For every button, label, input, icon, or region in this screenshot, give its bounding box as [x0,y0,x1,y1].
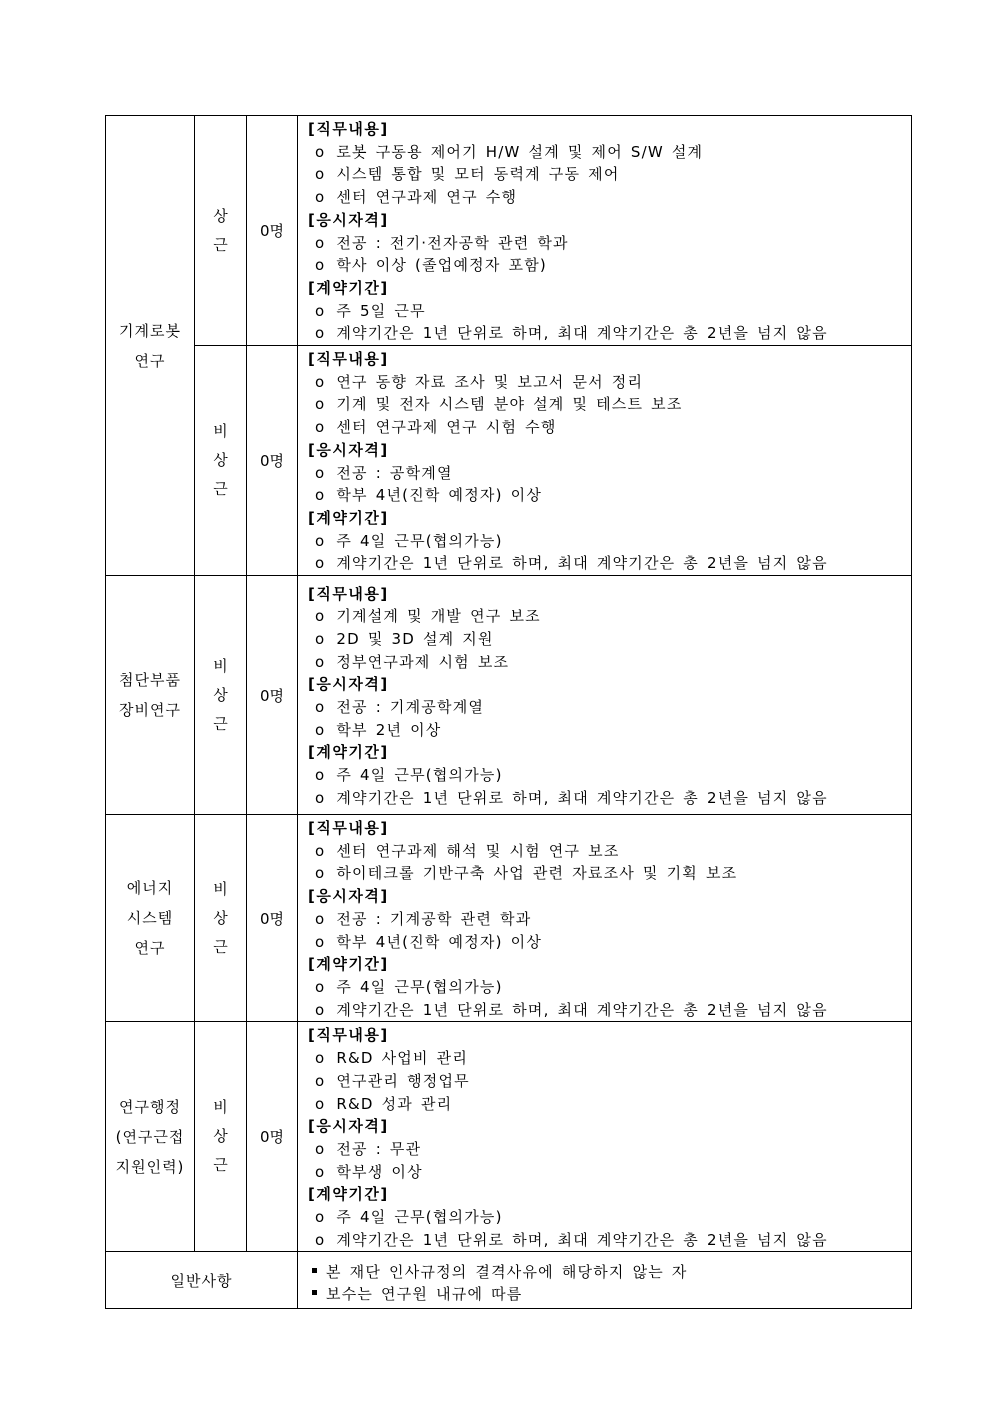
list-marker: o [315,1208,326,1227]
section-title: [응시자격] [308,440,389,459]
section-title: [계약기간] [308,743,389,762]
general-item-text: 보수는 연구원 내규에 따름 [326,1285,523,1304]
list-item [308,232,911,255]
list-item [308,552,911,575]
employment-type-char: 상 [213,206,228,225]
section-title: [계약기간] [308,955,389,974]
field-cell [106,1022,195,1252]
list-marker: o [315,1071,326,1090]
headcount: 0명 [259,1128,285,1147]
general-item [312,1283,911,1305]
list-item-text: 센터 연구과제 해석 및 시험 연구 보조 [336,841,620,860]
list-marker: o [315,1230,326,1249]
employment-type-char: 비 [213,422,228,441]
field-cell [106,576,195,815]
field-cell [106,815,195,1022]
list-marker: o [315,188,326,207]
list-item-text: 전공 : 전기·전자공학 관련 학과 [336,233,569,252]
table-row [106,576,912,815]
list-item [308,931,911,954]
list-item [308,484,911,507]
list-item-text: 학부생 이상 [336,1162,423,1181]
section-title: [계약기간] [308,508,389,527]
list-item [308,999,911,1022]
list-item-text: 주 4일 근무(협의가능) [336,977,503,996]
list-marker: o [315,418,326,437]
list-item-text: 전공 : 기계공학계열 [336,698,485,717]
headcount: 0명 [259,686,285,705]
list-item-text: 연구 동향 자료 조사 및 보고서 문서 정리 [336,372,644,391]
list-item-text: R&D 성과 관리 [336,1094,453,1113]
list-item [308,186,911,209]
list-marker: o [315,977,326,996]
employment-type-char: 상 [213,451,228,470]
employment-type-cell [195,116,247,346]
list-item-text: 기계설계 및 개발 연구 보조 [336,607,541,626]
list-item [308,300,911,323]
employment-type-char: 근 [213,937,228,956]
headcount: 0명 [259,909,285,928]
list-item [308,322,911,345]
list-marker: o [315,395,326,414]
section-title: [응시자격] [308,1117,389,1136]
field-name-line: (연구근접 [115,1127,185,1146]
list-marker: o [315,788,326,807]
square-bullet-icon [312,1290,317,1295]
list-item-text: 주 4일 근무(협의가능) [336,531,503,550]
headcount-cell [247,815,298,1022]
list-item-text: 센터 연구과제 연구 시험 수행 [336,418,557,437]
job-description-cell [298,116,912,346]
table-row [106,116,912,346]
list-item-text: 연구관리 행정업무 [336,1071,470,1090]
list-item [308,371,911,394]
list-item-text: 시스템 통합 및 모터 동력계 구동 제어 [336,165,620,184]
list-item [308,1138,911,1161]
list-item-text: 계약기간은 1년 단위로 하며, 최대 계약기간은 총 2년을 넘지 않음 [336,1230,828,1249]
list-item-text: 전공 : 무관 [336,1139,422,1158]
list-item-text: 전공 : 기계공학 관련 학과 [336,909,532,928]
headcount: 0명 [259,452,285,471]
field-name-line: 연구 [134,351,166,370]
list-marker: o [315,1162,326,1181]
table-row [106,1022,912,1252]
field-name-line: 연구행정 [119,1097,181,1116]
list-item-text: 계약기간은 1년 단위로 하며, 최대 계약기간은 총 2년을 넘지 않음 [336,788,828,807]
headcount-cell [247,116,298,346]
headcount-cell [247,346,298,576]
list-marker: o [315,1049,326,1068]
employment-type-cell [195,1022,247,1252]
field-name-line: 시스템 [126,909,174,928]
table-row [106,346,912,576]
list-item-text: 센터 연구과제 연구 수행 [336,188,518,207]
list-item [308,416,911,439]
list-marker: o [315,256,326,275]
general-item-text: 본 재단 인사규정의 결격사유에 해당하지 않는 자 [326,1263,688,1282]
list-item [308,1206,911,1229]
list-item-text: 주 4일 근무(협의가능) [336,1208,503,1227]
job-description-cell [298,815,912,1022]
list-marker: o [315,301,326,320]
employment-type-cell [195,346,247,576]
list-item-text: 학부 4년(진학 예정자) 이상 [336,932,543,951]
list-marker: o [315,1139,326,1158]
list-marker: o [315,486,326,505]
section-title: [계약기간] [308,278,389,297]
headcount: 0명 [259,222,285,241]
list-item [308,719,911,742]
job-description-cell [298,1022,912,1252]
list-item-text: 주 4일 근무(협의가능) [336,766,503,785]
list-item [308,908,911,931]
field-cell [106,116,195,576]
list-marker: o [315,233,326,252]
list-item [308,651,911,674]
list-marker: o [315,1094,326,1113]
list-item [308,787,911,810]
list-item [308,393,911,416]
general-label: 일반사항 [170,1271,233,1290]
field-name-line: 기계로봇 [119,321,181,340]
employment-type-char: 근 [213,1156,228,1175]
list-item-text: 주 5일 근무 [336,301,426,320]
list-item-text: 하이테크롤 기반구축 사업 관련 자료조사 및 기획 보조 [336,864,738,883]
field-name-line: 장비연구 [119,701,181,720]
list-marker: o [315,554,326,573]
list-marker: o [315,864,326,883]
section-title: [계약기간] [308,1185,389,1204]
list-item-text: 계약기간은 1년 단위로 하며, 최대 계약기간은 총 2년을 넘지 않음 [336,324,828,343]
table-row [106,815,912,1022]
general-label-cell [106,1252,298,1309]
employment-type-char: 근 [213,714,228,733]
list-item [308,696,911,719]
headcount-cell [247,576,298,815]
list-marker: o [315,698,326,717]
list-marker: o [315,324,326,343]
employment-type-char: 비 [213,656,228,675]
list-item-text: 계약기간은 1년 단위로 하며, 최대 계약기간은 총 2년을 넘지 않음 [336,554,828,573]
job-description-cell [298,576,912,815]
list-item [308,862,911,885]
list-marker: o [315,909,326,928]
list-marker: o [315,531,326,550]
headcount-cell [247,1022,298,1252]
square-bullet-icon [312,1268,317,1273]
job-description-cell [298,346,912,576]
list-item-text: 2D 및 3D 설계 지원 [336,629,494,648]
employment-type-char: 근 [213,480,228,499]
employment-type-char: 근 [213,235,228,254]
list-item-text: 정부연구과제 시험 보조 [336,652,510,671]
list-item [308,1229,911,1252]
list-marker: o [315,629,326,648]
employment-type-cell [195,576,247,815]
section-title: [직무내용] [308,819,389,838]
list-item [308,840,911,863]
field-name-line: 연구 [134,939,166,958]
list-item-text: R&D 사업비 관리 [336,1049,469,1068]
list-item [308,1070,911,1093]
employment-type-cell [195,815,247,1022]
list-item-text: 로봇 구동용 제어기 H/W 설계 및 제어 S/W 설계 [336,142,704,161]
list-marker: o [315,372,326,391]
general-row [106,1252,912,1309]
list-marker: o [315,1000,326,1019]
employment-type-char: 상 [213,1127,228,1146]
section-title: [직무내용] [308,120,389,138]
list-item [308,141,911,164]
employment-type-char: 비 [213,1098,228,1117]
employment-type-char: 상 [213,908,228,927]
list-marker: o [315,607,326,626]
general-item [312,1261,911,1283]
list-item [308,163,911,186]
section-title: [직무내용] [308,1026,389,1045]
list-marker: o [315,165,326,184]
list-marker: o [315,841,326,860]
list-item [308,628,911,651]
list-item-text: 학부 4년(진학 예정자) 이상 [336,486,543,505]
list-item-text: 전공 : 공학계열 [336,463,453,482]
list-item [308,462,911,485]
section-title: [응시자격] [308,887,389,906]
list-marker: o [315,720,326,739]
list-item-text: 계약기간은 1년 단위로 하며, 최대 계약기간은 총 2년을 넘지 않음 [336,1000,828,1019]
general-notes-cell [298,1252,912,1309]
section-title: [직무내용] [308,350,389,369]
field-name-line: 에너지 [126,879,174,898]
list-item [308,254,911,277]
list-item-text: 학부 2년 이상 [336,720,442,739]
field-name-line: 첨단부품 [119,671,181,690]
list-item [308,1093,911,1116]
list-marker: o [315,463,326,482]
list-item [308,1047,911,1070]
section-title: [응시자격] [308,210,389,229]
list-item-text: 기계 및 전자 시스템 분야 설계 및 테스트 보조 [336,395,683,414]
section-title: [직무내용] [308,584,389,603]
list-item [308,976,911,999]
recruitment-table [105,115,912,1309]
employment-type-char: 비 [213,879,228,898]
list-marker: o [315,652,326,671]
list-item [308,530,911,553]
employment-type-char: 상 [213,685,228,704]
list-item-text: 학사 이상 (졸업예정자 포함) [336,256,547,275]
section-title: [응시자격] [308,675,389,694]
list-item [308,764,911,787]
field-name-line: 지원인력) [115,1157,185,1176]
list-marker: o [315,142,326,161]
list-item [308,605,911,628]
list-item [308,1161,911,1184]
list-marker: o [315,932,326,951]
list-marker: o [315,766,326,785]
